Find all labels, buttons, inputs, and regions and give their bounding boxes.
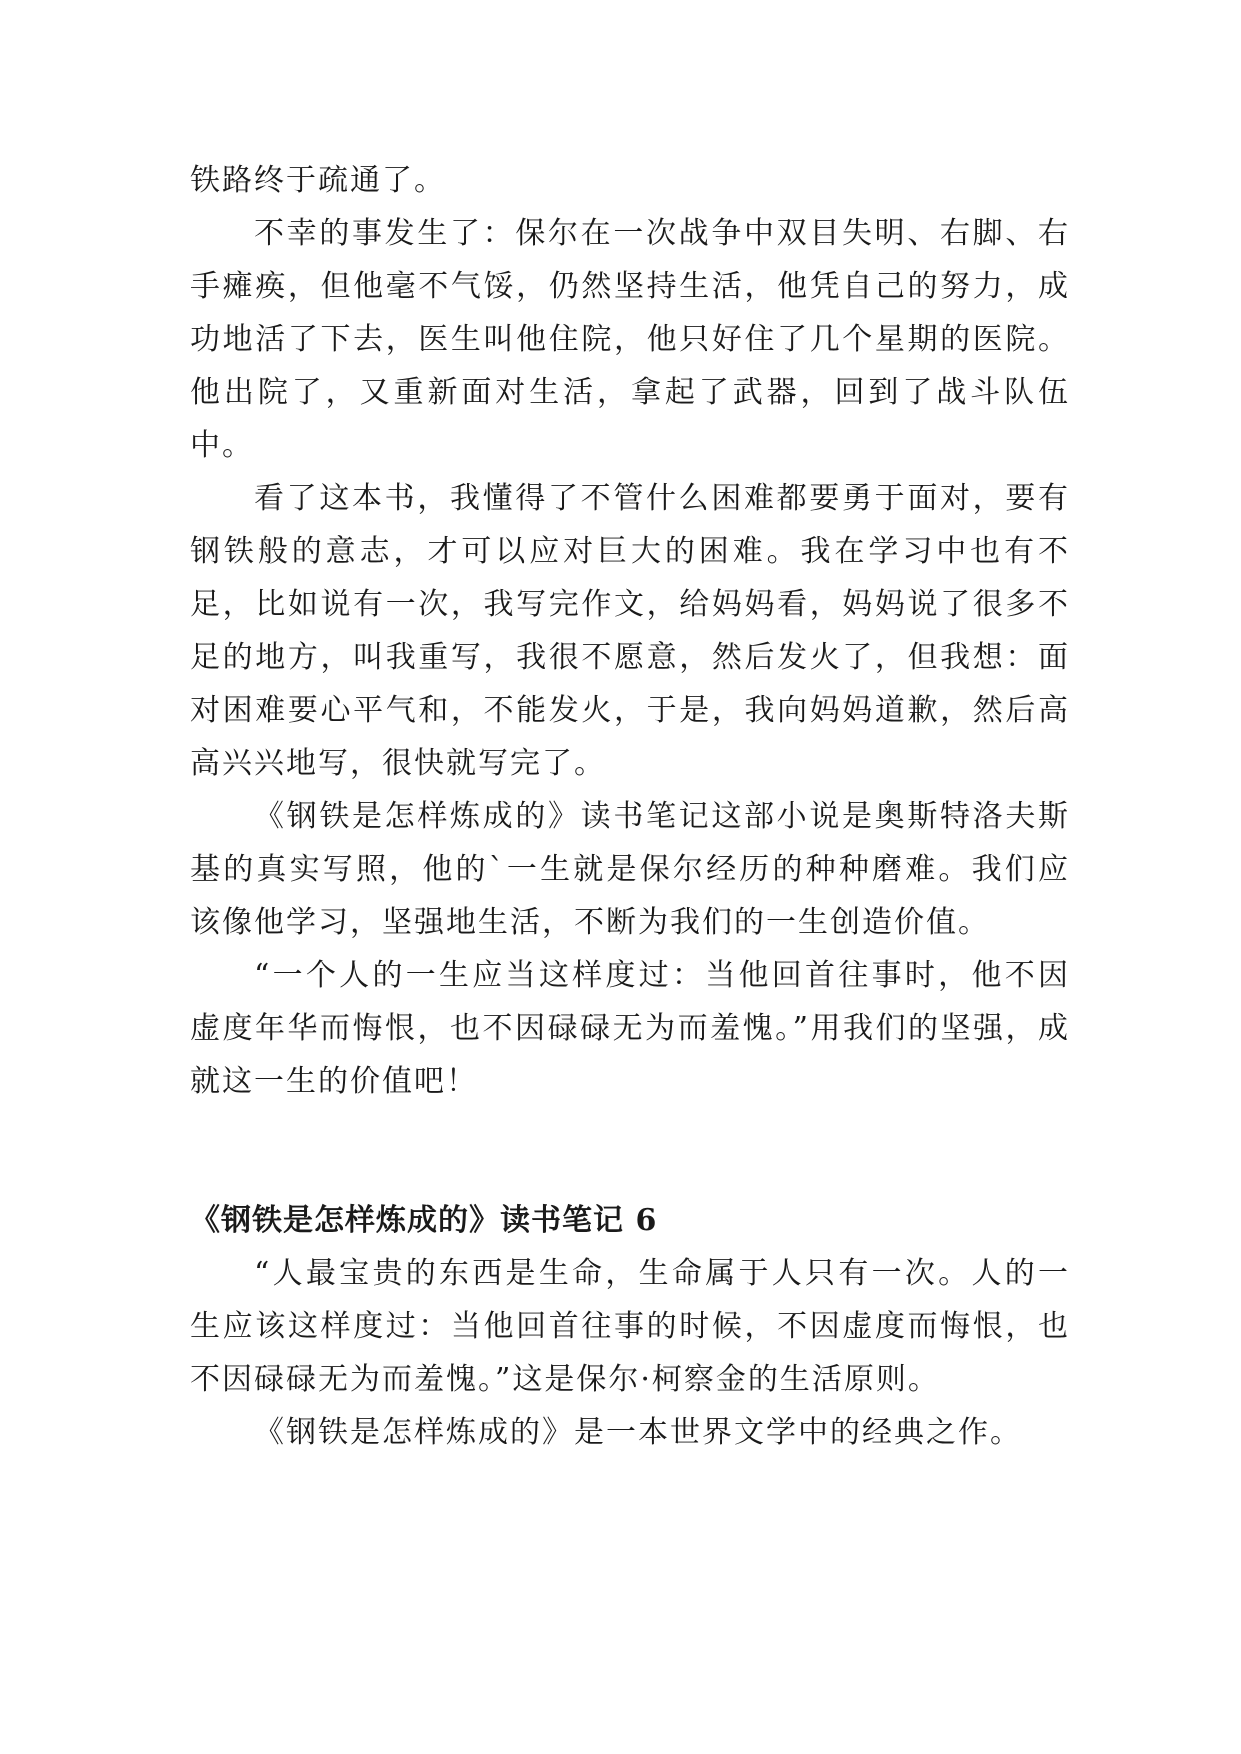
section-spacer: [190, 1108, 1070, 1194]
paragraph-quote-conclusion: “一个人的一生应当这样度过：当他回首往事时，他不因虚度年华而悔恨，也不因碌碌无为而羞愧。”用我们的坚强，成就这一生的价值吧！: [190, 958, 1070, 1099]
paragraph-misfortune: 不幸的事发生了：保尔在一次战争中双目失明、右脚、右手瘫痪，但他毫不气馁，仍然坚持生活，他凭自己的努力，成功地活了下去，医生叫他住院，他只好住了几个星期的医院。他出院了，又重新面对生活，拿起了武器，回到了战斗队伍中。: [190, 216, 1070, 463]
paragraph-life-quote: “人最宝贵的东西是生命，生命属于人只有一次。人的一生应该这样度过：当他回首往事的时候，不因虚度而悔恨，也不因碌碌无为而羞愧。”这是保尔·柯察金的生活原则。: [190, 1256, 1070, 1397]
section-heading: 《钢铁是怎样炼成的》读书笔记 6: [190, 1203, 658, 1238]
paragraph-novel-summary: 《钢铁是怎样炼成的》读书笔记这部小说是奥斯特洛夫斯基的真实写照，他的`一生就是保尔经历的种种磨难。我们应该像他学习，坚强地生活，不断为我们的一生创造价值。: [190, 799, 1070, 940]
paragraph-railway-cleared: 铁路终于疏通了。: [190, 163, 446, 198]
paragraph-reflection: 看了这本书，我懂得了不管什么困难都要勇于面对，要有钢铁般的意志，才可以应对巨大的困难。我在学习中也有不足，比如说有一次，我写完作文，给妈妈看，妈妈说了很多不足的地方，叫我重写，我很不愿意，然后发火了，但我想：面对困难要心平气和，不能发火，于是，我向妈妈道歉，然后高高兴兴地写，很快就写完了。: [190, 481, 1070, 781]
paragraph-classic-work: 《钢铁是怎样炼成的》是一本世界文学中的经典之作。: [254, 1415, 1022, 1450]
document-body: [190, 154, 1070, 1459]
